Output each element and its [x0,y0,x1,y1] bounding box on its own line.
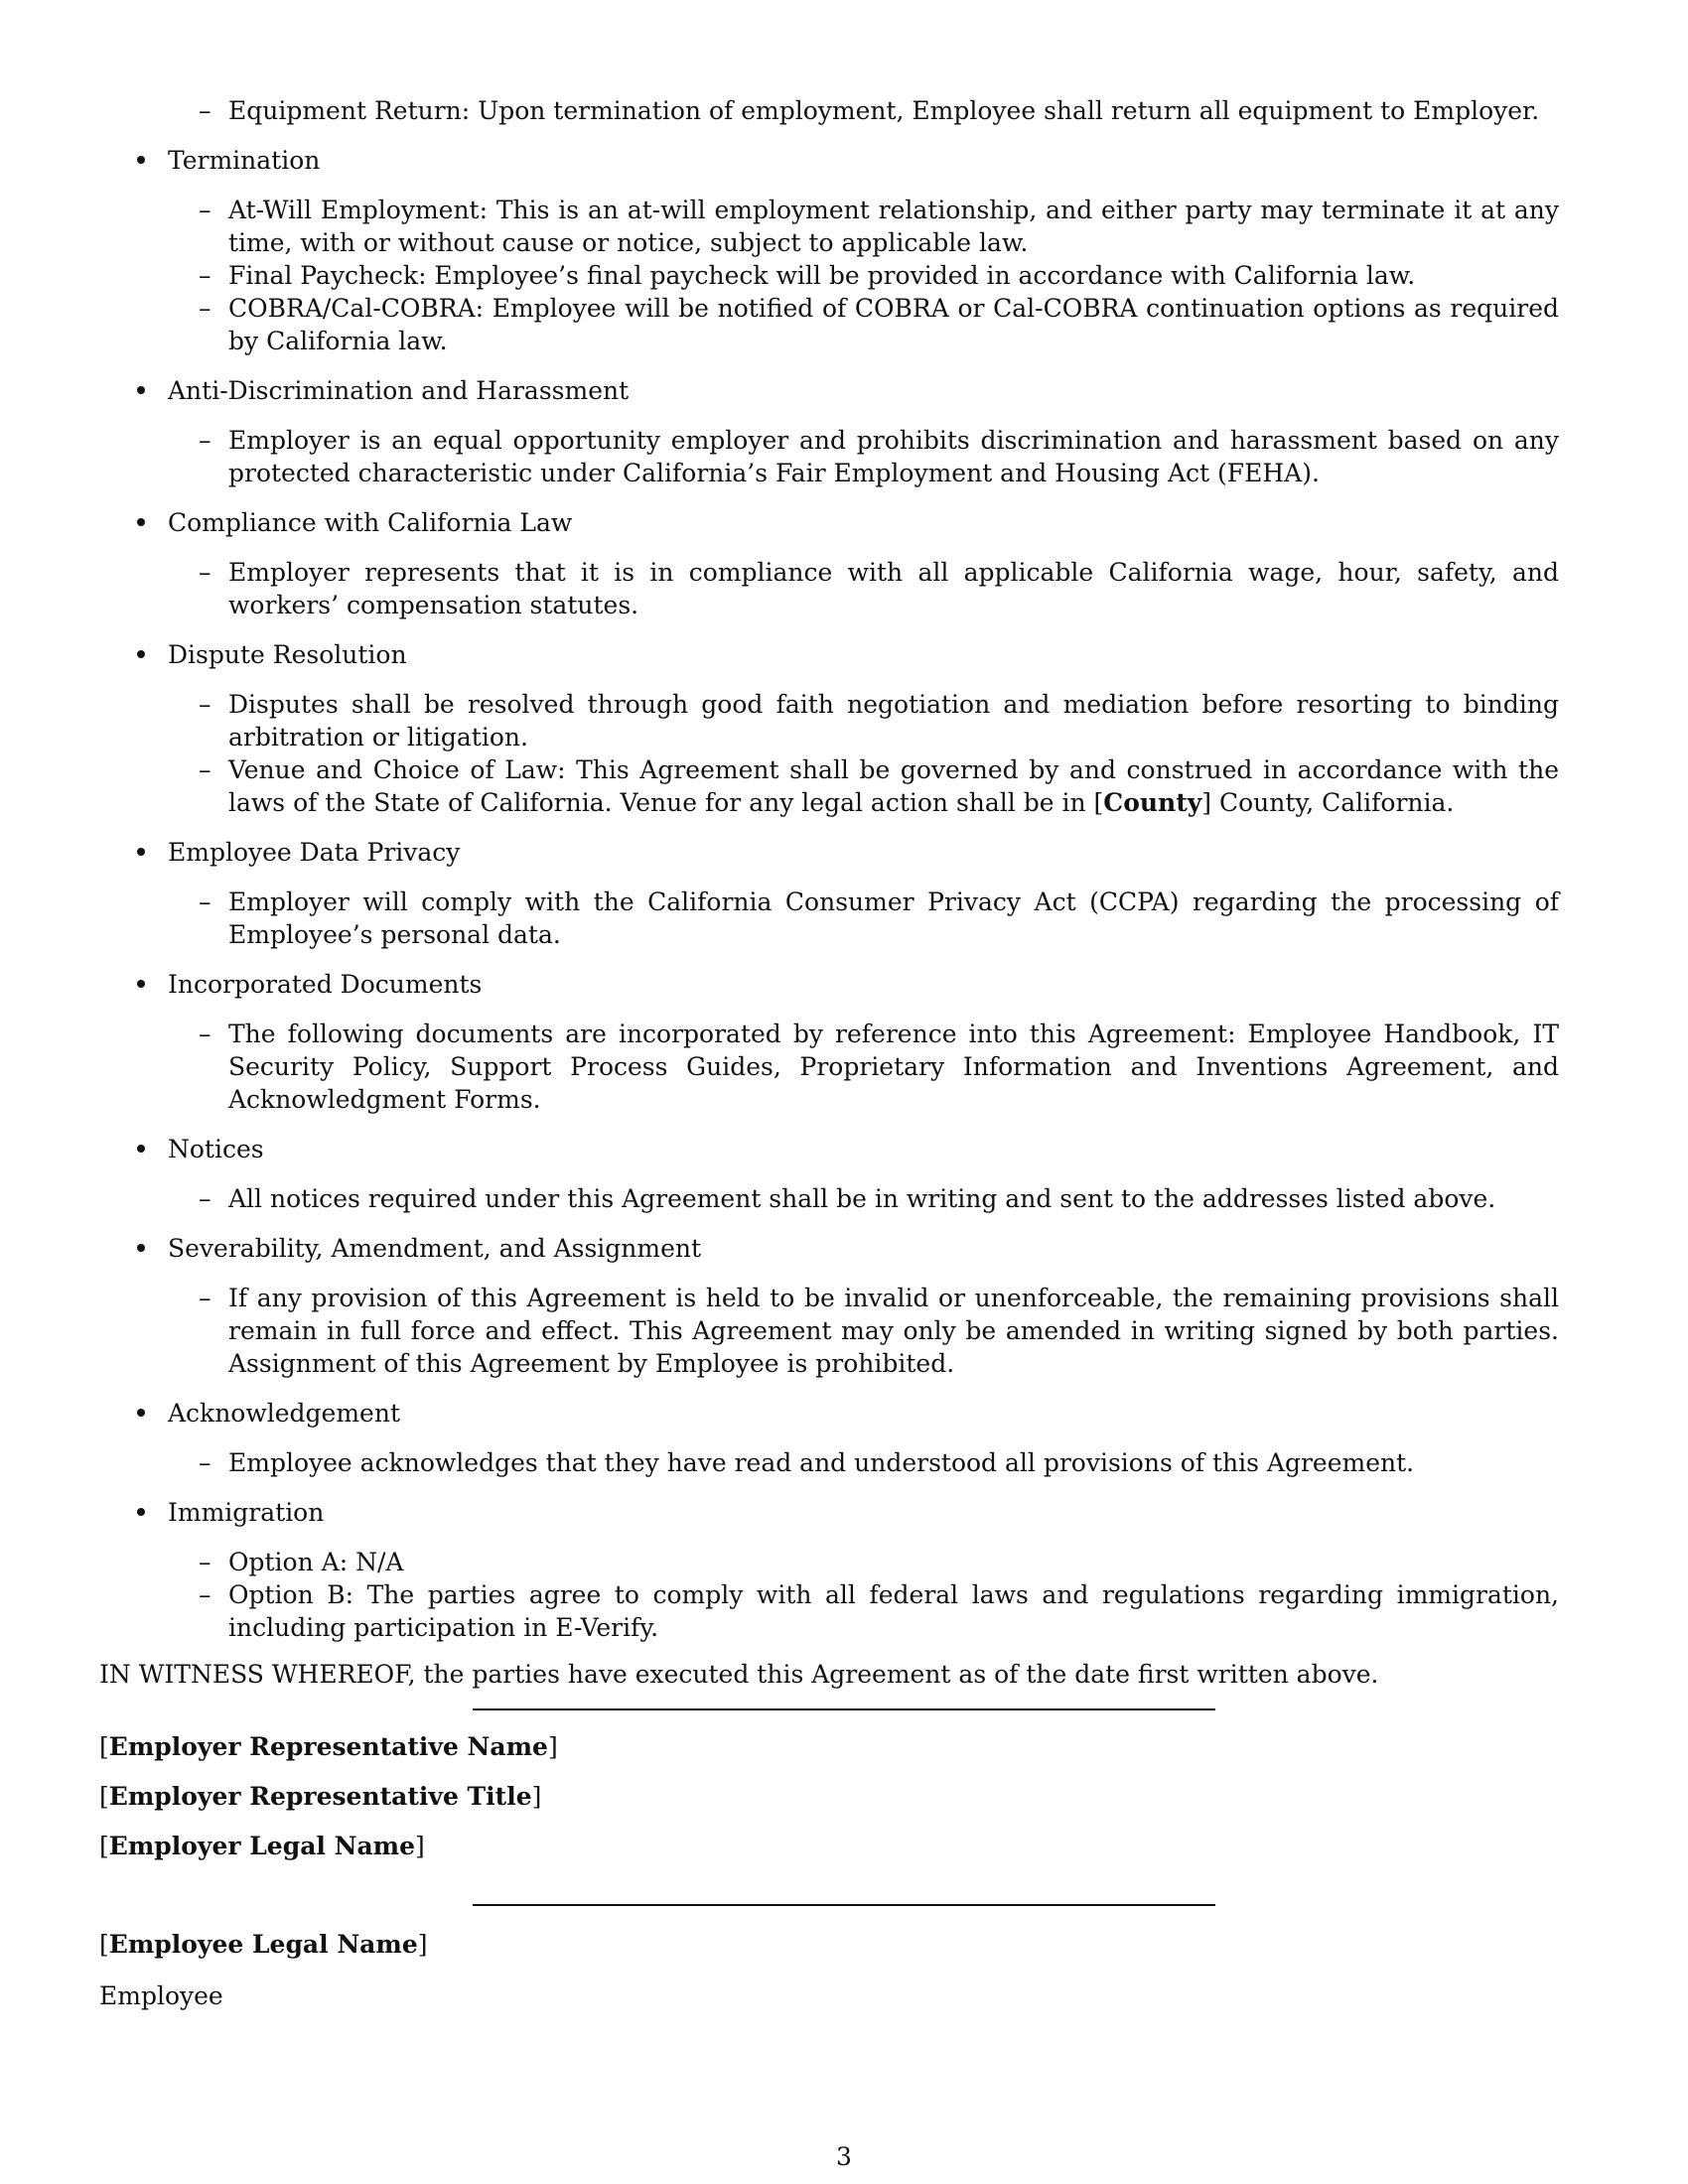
section-item [99,424,1559,489]
item-text: Venue and Choice of Law: This Agreement shall be governed by and construed in accordance with the laws of the State of California. Venue for any legal action shall be in [County] County, California. [228,755,1559,817]
section-item [99,1018,1559,1116]
item-text: Final Paycheck: Employee’s final paycheck will be provided in accordance with California law. [228,261,1416,290]
section-items [99,1546,1589,1644]
section-items [99,1018,1589,1116]
dash-marker: – [199,1548,211,1576]
section-item [99,1282,1559,1380]
item-text: COBRA/Cal-COBRA: Employee will be notified of COBRA or Cal-COBRA continuation options as required by California law. [228,294,1559,355]
section-compliance [99,506,1589,621]
section-data-privacy [99,836,1589,951]
section-items [99,886,1589,951]
section-termination [99,144,1589,357]
section-title: Employee Data Privacy [168,838,461,867]
section-items [99,1446,1589,1479]
section-anti-discrimination [99,374,1589,489]
bullet-icon [137,386,145,394]
bullet-icon [137,1145,145,1153]
dash-marker: – [199,1284,211,1312]
item-text: The following documents are incorporated by reference into this Agreement: Employee Handbook, IT Security Policy, Support Process Guides, Proprietary Information and Inventions Agreement, and Acknowledgment Forms. [228,1020,1559,1114]
continued-list-item [99,94,1559,127]
item-text: Employer will comply with the California Consumer Privacy Act (CCPA) regarding the processing of Employee’s personal data. [228,887,1559,949]
item-text: Employer represents that it is in compliance with all applicable California wage, hour, safety, and workers’ compensation statutes. [228,558,1559,619]
section-items [99,194,1589,357]
witness-statement: IN WITNESS WHEREOF, the parties have executed this Agreement as of the date first written above. [99,1660,1379,1689]
section-heading [99,836,1589,869]
section-items [99,556,1589,621]
item-text: Employee acknowledges that they have read and understood all provisions of this Agreement. [228,1448,1415,1477]
employer-representative-title-text: Employer Representative Title [108,1782,532,1811]
section-item [99,292,1559,357]
section-title: Immigration [168,1498,325,1527]
section-heading [99,1496,1589,1529]
section-heading [99,144,1589,177]
section-title: Dispute Resolution [168,640,407,669]
section-title: Incorporated Documents [168,970,483,999]
section-title: Severability, Amendment, and Assignment [168,1234,702,1263]
employer-signature-line [473,1708,1215,1710]
employer-representative-title: [Employer Representative Title] [99,1782,542,1811]
document-body [99,94,1589,1691]
section-item [99,886,1559,951]
continued-item-text: Equipment Return: Upon termination of employment, Employee shall return all equipment to Employer. [228,96,1540,125]
item-text: If any provision of this Agreement is held to be invalid or unenforceable, the remaining provisions shall remain in full force and effect. This Agreement may only be amended in writing signed by both parties. Assignment of this Agreement by Employee is prohibited. [228,1284,1559,1378]
section-item [99,194,1559,259]
page-number: 3 [836,2142,852,2171]
bullet-icon [137,1409,145,1417]
dash-marker: – [199,1020,211,1048]
bullet-icon [137,156,145,164]
section-item [99,259,1559,292]
bullet-icon [137,980,145,988]
section-acknowledgement [99,1397,1589,1479]
bullet-icon [137,518,145,526]
dash-marker: – [199,96,211,125]
employee-legal-name: [Employee Legal Name] [99,1930,428,1959]
employee-legal-name-text: Employee Legal Name [108,1930,418,1959]
section-severability [99,1232,1589,1380]
section-title: Compliance with California Law [168,508,573,537]
section-title: Anti-Discrimination and Harassment [168,376,630,405]
section-heading [99,1133,1589,1165]
dash-marker: – [199,1184,211,1213]
section-items [99,1182,1589,1215]
dash-marker: – [199,690,211,719]
section-item [99,1182,1559,1215]
item-text: At-Will Employment: This is an at-will employment relationship, and either party may terminate it at any time, with or without cause or notice, subject to applicable law. [228,196,1559,257]
employee-label: Employee [99,1981,223,2010]
section-items [99,688,1589,819]
dash-marker: – [199,294,211,323]
dash-marker: – [199,887,211,916]
section-item [99,753,1559,819]
dash-marker: – [199,1448,211,1477]
section-title: Acknowledgement [168,1399,400,1428]
section-heading [99,374,1589,407]
section-item [99,688,1559,753]
section-heading [99,968,1589,1001]
section-immigration [99,1496,1589,1644]
section-items [99,1282,1589,1380]
employer-legal-name: [Employer Legal Name] [99,1832,425,1860]
employer-legal-name-text: Employer Legal Name [108,1832,416,1860]
dash-marker: – [199,196,211,224]
section-heading [99,1397,1589,1430]
item-text: All notices required under this Agreement shall be in writing and sent to the addresses listed above. [228,1184,1496,1213]
section-dispute-resolution [99,638,1589,819]
dash-marker: – [199,1580,211,1609]
section-heading [99,506,1589,539]
employer-representative-name: [Employer Representative Name] [99,1732,558,1761]
dash-marker: – [199,558,211,587]
bullet-icon [137,650,145,658]
section-heading [99,1232,1589,1265]
item-text: Disputes shall be resolved through good faith negotiation and mediation before resorting to binding arbitration or litigation. [228,690,1559,751]
section-item [99,556,1559,621]
section-incorporated-documents [99,968,1589,1116]
item-text: Employer is an equal opportunity employer and prohibits discrimination and harassment based on any protected characteristic under California’s Fair Employment and Housing Act (FEHA). [228,426,1559,487]
dash-marker: – [199,261,211,290]
section-title: Notices [168,1135,264,1163]
county-placeholder: County [1103,788,1202,817]
bullet-icon [137,848,145,856]
item-text: Option B: The parties agree to comply with all federal laws and regulations regarding immigration, including participation in E-Verify. [228,1580,1559,1642]
section-notices [99,1133,1589,1215]
section-item [99,1446,1559,1479]
section-items [99,424,1589,489]
dash-marker: – [199,755,211,784]
item-text: Option A: N/A [228,1548,404,1576]
employee-signature-line [473,1904,1215,1906]
employer-representative-name-text: Employer Representative Name [108,1732,548,1761]
dash-marker: – [199,426,211,455]
section-title: Termination [168,146,321,175]
bullet-icon [137,1244,145,1252]
section-heading [99,638,1589,671]
section-item [99,1578,1559,1644]
bullet-icon [137,1508,145,1516]
section-item [99,1546,1559,1578]
